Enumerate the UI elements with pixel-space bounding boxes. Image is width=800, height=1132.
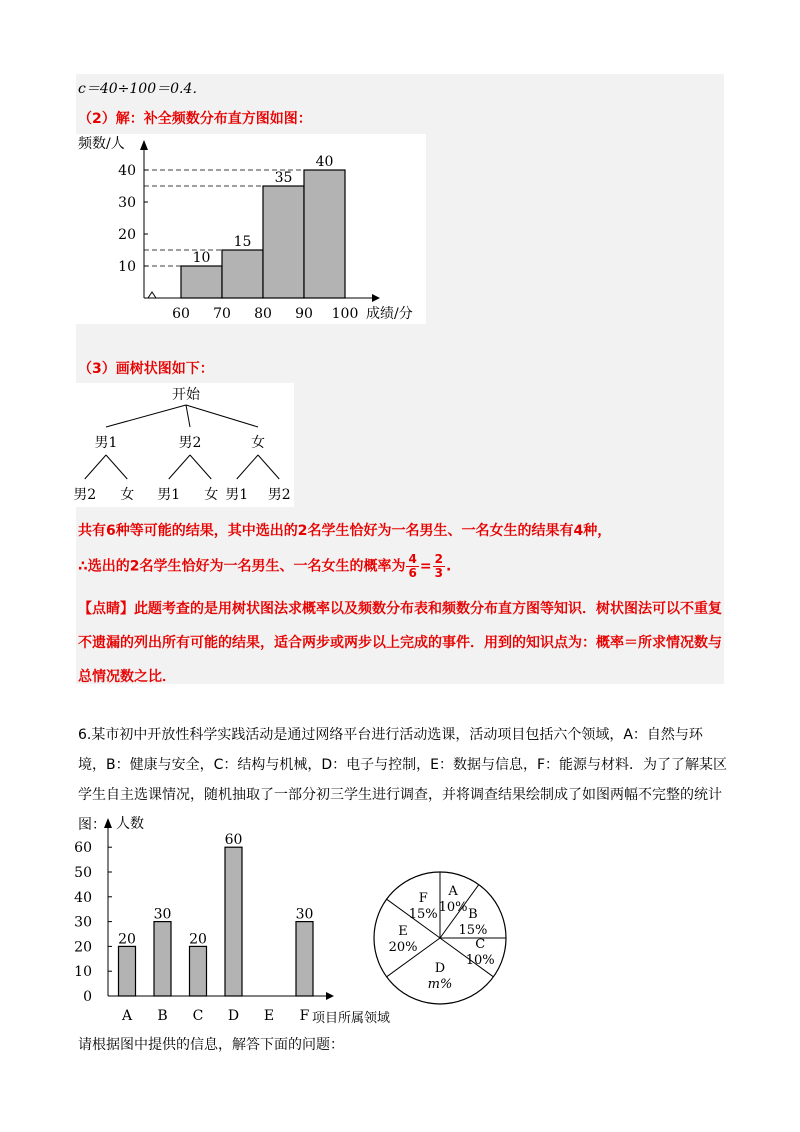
bar-value-label: 20 <box>189 931 207 948</box>
histogram-bar <box>263 186 304 298</box>
bar-value-label: 40 <box>315 154 334 170</box>
conclusion-line-2: ∴选出的2名学生恰好为一名男生、一名女生的概率为 $\frac{4}{6}$ = $\frac{2}{3}$ . <box>78 552 452 580</box>
pie-slice-percent: 10% <box>465 953 495 969</box>
y-axis-label: 人数 <box>116 816 144 832</box>
x-tick-label: 100 <box>331 306 359 322</box>
pie-slice-percent: 10% <box>438 899 468 915</box>
x-tick-label: B <box>157 1008 168 1024</box>
tree-leaf-node: 女 <box>204 487 219 503</box>
bar-value-label: 15 <box>233 234 252 250</box>
bar-chart <box>76 810 406 1030</box>
y-tick-label: 50 <box>74 865 92 881</box>
bar <box>296 922 313 996</box>
x-tick-label: 70 <box>213 306 231 322</box>
bar <box>119 946 136 996</box>
x-tick-label: 90 <box>295 306 313 322</box>
y-axis-arrow <box>104 818 112 828</box>
tree-leaf-node: 男1 <box>157 487 181 503</box>
tree-leaf-node: 男2 <box>73 487 97 503</box>
question-prompt: 请根据图中提供的信息，解答下面的问题： <box>78 1037 344 1053</box>
x-axis-arrow <box>326 992 334 1000</box>
pie-slice-label: E <box>398 924 408 939</box>
fraction-4-6: $\frac{4}{6}$ <box>408 552 417 580</box>
x-tick-label: C <box>192 1008 204 1024</box>
y-tick-label: 30 <box>118 195 136 211</box>
x-tick-label: A <box>121 1008 133 1024</box>
tree-leaf-node: 男2 <box>267 487 291 503</box>
fraction-2-3: $\frac{2}{3}$ <box>434 552 443 580</box>
x-axis-label: 成绩/分 <box>366 306 413 322</box>
histogram-bar <box>222 250 263 298</box>
y-tick-label: 0 <box>83 989 92 1005</box>
tree-root: 开始 <box>172 387 200 403</box>
pie-slice-label: A <box>448 883 458 899</box>
bar <box>190 946 207 996</box>
pie-slice-label: D <box>434 960 446 976</box>
pie-slice-label: B <box>468 907 478 923</box>
pie-slice-percent: m% <box>427 976 453 992</box>
x-axis-label: 项目所属领域 <box>312 1011 391 1026</box>
part2-label: （2）解：补全频数分布直方图如图： <box>78 111 312 127</box>
bar-value-label: 35 <box>274 170 293 186</box>
tree-branch-node: 女 <box>251 435 265 451</box>
histogram-bar <box>304 170 345 298</box>
tree-leaf-node: 女 <box>120 487 135 503</box>
pie-chart <box>370 868 510 1008</box>
tree-branch-node: 男2 <box>178 435 202 451</box>
bar <box>154 922 171 996</box>
bar-value-label: 30 <box>153 906 172 923</box>
pie-slice-label: C <box>475 937 486 953</box>
bar-value-label: 20 <box>118 931 136 948</box>
y-tick-label: 10 <box>118 259 136 275</box>
x-tick-label: 80 <box>254 306 272 322</box>
pie-slice-percent: 15% <box>408 907 438 923</box>
bar <box>225 847 242 996</box>
pie-slice-percent: 20% <box>388 940 418 955</box>
tree-leaf-node: 男1 <box>225 487 249 503</box>
tree-branch-node: 男1 <box>94 435 118 451</box>
bar-value-label: 10 <box>192 250 211 266</box>
bar-value-label: 60 <box>224 832 243 849</box>
y-tick-label: 10 <box>74 964 92 981</box>
pie-slice-label: F <box>418 891 428 907</box>
y-tick-label: 40 <box>118 163 136 179</box>
x-tick-label: E <box>263 1008 275 1024</box>
x-tick-label: F <box>299 1008 310 1024</box>
y-tick-label: 40 <box>74 889 92 906</box>
x-tick-label: 60 <box>172 306 190 322</box>
equation-line: c＝40÷100＝0.4． <box>78 81 207 97</box>
question-text: 6.某市初中开放性科学实践活动是通过网络平台进行活动选课，活动项目包括六个领域，A：自然与环境，B：健康与安全，C：结构与机械，D：电子与控制，E：数据与信息，F：能源与材料．为了了解某区学生自主选课情况，随机抽取了一部分初三学生进行调查，并将调查结果绘制成了如图两幅不完整的统计图： <box>78 727 728 833</box>
tree-diagram <box>73 383 294 507</box>
pie-slice-percent: 15% <box>458 923 488 939</box>
frequency-histogram <box>76 134 426 324</box>
comment-paragraph: 【点睛】此题考查的是用树状图法求概率以及频数分布表和频数分布直方图等知识．树状图法可以不重复不遗漏的列出所有可能的结果，适合两步或两步以上完成的事件．用到的知识点为：概率＝所求情况数与总情况数之比． <box>78 601 722 685</box>
y-tick-label: 60 <box>74 840 92 857</box>
conclusion-line-1: 共有6种等可能的结果，其中选出的2名学生恰好为一名男生、一名女生的结果有4种， <box>78 523 612 539</box>
part3-label: （3）画树状图如下： <box>78 361 214 377</box>
x-tick-label: D <box>227 1008 240 1024</box>
y-axis-label: 频数/人 <box>78 136 125 152</box>
bar-value-label: 30 <box>295 906 314 923</box>
y-tick-label: 20 <box>74 939 92 956</box>
y-tick-label: 30 <box>74 914 92 931</box>
y-tick-label: 20 <box>118 227 136 243</box>
histogram-bar <box>181 266 222 298</box>
